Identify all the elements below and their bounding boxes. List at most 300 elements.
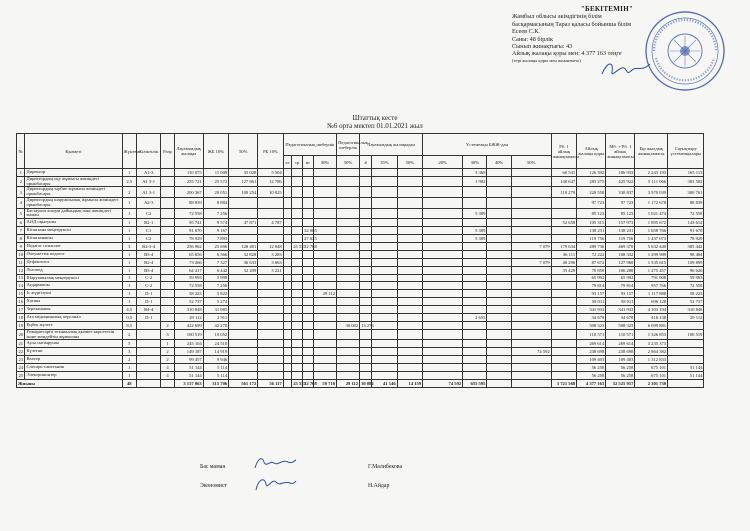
cell-value: 7 079: [511, 258, 551, 266]
cell-value: [511, 329, 551, 340]
cell-value: 36 633: [229, 258, 258, 266]
cell-value: [511, 176, 551, 187]
cell-value: [372, 169, 397, 177]
cell-name: Еңбек жүзеге: [25, 321, 122, 329]
cell-value: 20 051: [203, 187, 228, 198]
staff-schedule-table: [16, 133, 735, 388]
cell-value: [463, 250, 487, 258]
cell-value: [360, 208, 372, 219]
cell-value: 140 647: [551, 176, 576, 187]
cell-value: [463, 340, 487, 348]
cell-count: 1: [122, 208, 137, 219]
cell-level: С1: [137, 227, 161, 235]
cell-level: D-1: [137, 290, 161, 298]
cell-value: [463, 274, 487, 282]
cell-count: 1: [122, 235, 137, 243]
cell-value: [292, 306, 303, 314]
cell-value: 341 933: [577, 306, 606, 314]
cell-value: 12 768: [304, 380, 317, 386]
document-subtitle: №6 орта мектеп 01.01.2021 жыл: [327, 122, 423, 130]
cell-value: [397, 266, 422, 274]
cell-value: 5 632 440: [635, 242, 668, 250]
cell-value: [292, 235, 303, 243]
cell-value: 32 828: [229, 250, 258, 258]
cell-value: [337, 219, 360, 227]
cell-value: [314, 258, 337, 266]
cell-value: [337, 340, 360, 348]
cell-value: [229, 298, 258, 306]
cell-value: [511, 219, 551, 227]
cell-value: [511, 298, 551, 306]
cell-value: 119 756: [577, 235, 606, 243]
approval-line: Сынып жинақтығы: 43: [512, 43, 573, 51]
cell-value: [303, 274, 314, 282]
cell-value: 5 999: [203, 274, 228, 282]
cell-value: 269 614: [606, 340, 635, 348]
cell-level: С2: [137, 235, 161, 243]
cell-value: [423, 187, 463, 198]
cell-value: 1 658 766: [635, 227, 668, 235]
cell-value: 14 159: [397, 379, 422, 387]
cell-value: 119 756: [606, 235, 635, 243]
cell-value: [314, 298, 337, 306]
cell-value: 25 537: [293, 243, 306, 249]
cell-value: [292, 169, 303, 177]
cell-value: [397, 274, 422, 282]
cell-value: [463, 282, 487, 290]
cell-value: 74 592: [423, 379, 463, 387]
cell-value: [487, 306, 511, 314]
cell-value: 30 082: [361, 380, 374, 386]
cell-value: [161, 298, 174, 306]
cell-value: [423, 258, 463, 266]
cell-num: 20: [17, 329, 25, 340]
cell-value: [360, 282, 372, 290]
cell-value: [423, 364, 463, 372]
cell-level: А1-3: [137, 169, 161, 177]
header-name: Қызметі: [25, 134, 122, 169]
cell-value: [372, 321, 397, 329]
table-row: [17, 306, 735, 314]
header-p1: ЖБ 10%: [203, 134, 228, 169]
cell-value: [258, 282, 283, 290]
cell-value: [551, 227, 576, 235]
cell-value: [303, 258, 314, 266]
cell-level: D-1: [137, 313, 161, 321]
cell-value: [161, 169, 174, 177]
cell-value: 59 710: [314, 379, 337, 387]
cell-value: 1 437 073: [635, 235, 668, 243]
cell-value: [463, 364, 487, 372]
cell-value: [397, 198, 422, 209]
cell-value: 3 369: [463, 169, 487, 177]
cell-level: В2-1: [137, 219, 161, 227]
cell-value: [283, 282, 291, 290]
cell-value: [337, 227, 360, 235]
cell-value: 200 367: [174, 187, 203, 198]
header-count: Жүктеме: [122, 134, 137, 169]
cell-value: [258, 371, 283, 379]
cell-value: [551, 321, 576, 329]
cell-value: 52 737: [668, 298, 704, 306]
cell-value: 108 332: [606, 250, 635, 258]
table-row: [17, 208, 735, 219]
cell-value: 31 085: [203, 306, 228, 314]
cell-name: Кітапханашы: [25, 235, 122, 243]
cell-value: 91 670: [668, 227, 704, 235]
cell-value: [161, 235, 174, 243]
cell-value: [423, 227, 463, 235]
approval-title: "БЕКІТЕМІН": [580, 5, 634, 13]
cell-value: [161, 290, 174, 298]
cell-value: [337, 282, 360, 290]
cell-value: [463, 290, 487, 298]
cell-value: [161, 242, 174, 250]
cell-value: [423, 274, 463, 282]
table-row: [17, 235, 735, 243]
cell-value: [360, 274, 372, 282]
cell-value: [283, 371, 291, 379]
cell-num: 2: [17, 176, 25, 187]
cell-value: 179 634: [551, 242, 576, 250]
cell-value: [229, 227, 258, 235]
cell-value: [668, 340, 704, 348]
cell-count: 2: [122, 187, 137, 198]
cell-value: 315 706: [203, 379, 228, 387]
cell-value: [337, 176, 360, 187]
cell-value: 30 082: [337, 321, 360, 329]
cell-value: [303, 266, 314, 274]
cell-value: [360, 227, 372, 235]
cell-value: [423, 198, 463, 209]
cell-value: 5 309: [463, 208, 487, 219]
cell-value: [397, 176, 422, 187]
cell-value: [337, 235, 360, 243]
cell-value: [487, 219, 511, 227]
cell-value: 1 312 833: [635, 356, 668, 364]
cell-value: [487, 242, 511, 250]
cell-value: [283, 187, 291, 198]
cell-value: [292, 329, 303, 340]
cell-value: [258, 298, 283, 306]
cell-value: [668, 321, 704, 329]
cell-value: [337, 290, 360, 298]
cell-value: 105 315: [577, 219, 606, 227]
cell-value: [314, 176, 337, 187]
cell-value: [511, 250, 551, 258]
header-p11: 40%: [487, 156, 511, 169]
cell-value: [283, 266, 291, 274]
cell-level: [137, 321, 161, 329]
header-p5: 50%: [337, 156, 360, 169]
cell-value: [314, 208, 337, 219]
cell-value: [463, 371, 487, 379]
cell-value: [423, 290, 463, 298]
cell-level: А2-3: [137, 198, 161, 209]
cell-value: 269 614: [577, 340, 606, 348]
cell-value: [303, 198, 314, 209]
cell-count: 2: [122, 356, 137, 364]
cell-value: [303, 329, 314, 340]
cell-value: [161, 274, 174, 282]
cell-value: [337, 266, 360, 274]
cell-value: 58 223: [668, 290, 704, 298]
cell-value: [161, 198, 174, 209]
table-row: [17, 250, 735, 258]
cell-value: [372, 364, 397, 372]
header-p8: 50%: [397, 156, 422, 169]
cell-value: [372, 306, 397, 314]
cell-value: [258, 306, 283, 314]
cell-value: 72 222: [577, 250, 606, 258]
cell-num: 4: [17, 198, 25, 209]
cell-value: [161, 313, 174, 321]
cell-value: 1 172 678: [635, 198, 668, 209]
cell-value: [372, 198, 397, 209]
cell-value: 25 696: [203, 242, 228, 250]
cell-value: [487, 364, 511, 372]
cell-value: [551, 371, 576, 379]
cell-value: [423, 306, 463, 314]
cell-value: 72 558: [668, 208, 704, 219]
cell-value: [423, 219, 463, 227]
cell-value: 29 112: [337, 379, 360, 387]
cell-value: 98 484: [668, 250, 704, 258]
cell-value: 3 221: [258, 266, 283, 274]
cell-value: [511, 187, 551, 198]
cell-value: 3 157 063: [174, 379, 203, 387]
cell-value: 5 309: [463, 235, 487, 243]
cell-value: [551, 340, 576, 348]
cell-value: 56 258: [577, 364, 606, 372]
cell-value: [397, 306, 422, 314]
table-row: [17, 348, 735, 356]
cell-value: 106 288: [606, 266, 635, 274]
cell-value: [258, 364, 283, 372]
signature-icon: [252, 454, 298, 472]
cell-num: 15: [18, 291, 24, 297]
cell-value: [292, 340, 303, 348]
cell-name: Күзетші: [25, 348, 122, 356]
cell-value: [303, 169, 314, 177]
cell-value: [487, 187, 511, 198]
cell-value: [258, 274, 283, 282]
cell-num: 12: [18, 267, 24, 273]
cell-value: [423, 282, 463, 290]
header-g4: Үстемеақы БЖЖ-дан: [423, 134, 552, 156]
cell-value: [292, 282, 303, 290]
cell-value: [283, 219, 291, 227]
cell-value: [337, 356, 360, 364]
cell-value: [397, 298, 422, 306]
cell-value: [314, 169, 337, 177]
cell-value: [487, 266, 511, 274]
header-g3: Лауазымдық жалақыдан: [360, 134, 423, 156]
cell-count: 1: [122, 298, 137, 306]
cell-value: 58 223: [174, 290, 203, 298]
cell-value: [551, 348, 576, 356]
cell-value: [397, 235, 422, 243]
approval-line: Жамбыл облысы әкімдігінің білім: [512, 13, 602, 21]
cell-value: 341 933: [606, 306, 635, 314]
cell-value: 285 275: [577, 176, 606, 187]
cell-value: [463, 306, 487, 314]
cell-value: 7 079: [511, 242, 551, 250]
cell-level: В2-3-4: [137, 242, 161, 250]
cell-value: [551, 329, 576, 340]
cell-value: 25 572: [203, 176, 228, 187]
cell-num: 25: [18, 372, 24, 378]
cell-value: [283, 208, 291, 219]
cell-value: [292, 298, 303, 306]
header-p3: РБ 10%: [258, 134, 283, 169]
cell-value: [397, 329, 422, 340]
cell-value: [292, 313, 303, 321]
cell-value: [668, 348, 704, 356]
cell-value: [229, 356, 258, 364]
cell-value: [283, 298, 291, 306]
table-row: [17, 321, 735, 329]
cell-value: [337, 329, 360, 340]
cell-level: В3-4: [137, 266, 161, 274]
cell-value: [337, 348, 360, 356]
cell-value: [372, 340, 397, 348]
cell-value: 561 172: [229, 379, 258, 387]
cell-value: [303, 371, 314, 379]
cell-value: 93 157: [606, 290, 635, 298]
cell-num: 9: [17, 242, 25, 250]
cell-value: 91 670: [174, 227, 203, 235]
cell-value: 56 258: [606, 364, 635, 372]
cell-value: [423, 176, 463, 187]
cell-value: [337, 298, 360, 306]
cell-value: [423, 235, 463, 243]
cell-value: [303, 356, 314, 364]
cell-count: 2,5: [122, 176, 137, 187]
cell-value: [283, 176, 291, 187]
cell-value: [229, 340, 258, 348]
cell-value: [292, 258, 303, 266]
cell-value: [283, 340, 291, 348]
cell-value: [397, 187, 422, 198]
cell-value: [229, 321, 258, 329]
cell-value: 383 582: [668, 176, 704, 187]
cell-value: 25 537: [293, 380, 306, 386]
cell-value: [551, 298, 576, 306]
cell-value: [292, 208, 303, 219]
cell-value: [423, 266, 463, 274]
cell-value: [337, 274, 360, 282]
cell-value: [292, 356, 303, 364]
cell-value: 425 922: [606, 176, 635, 187]
cell-value: [161, 306, 174, 314]
cell-value: [372, 290, 397, 298]
cell-value: 508 323: [606, 321, 635, 329]
cell-value: [360, 348, 372, 356]
cell-value: [258, 235, 283, 243]
cell-value: [511, 290, 551, 298]
cell-count: 1: [122, 282, 137, 290]
cell-name: Іс жүргізуші: [25, 290, 122, 298]
cell-value: [423, 371, 463, 379]
cell-value: [372, 298, 397, 306]
cell-name: Педагог психолог: [25, 242, 122, 250]
cell-count: 1: [122, 169, 137, 177]
cell-count: 1: [122, 371, 137, 379]
cell-value: 385 442: [668, 242, 704, 250]
cell-value: [551, 282, 576, 290]
cell-value: [337, 371, 360, 379]
cell-value: [397, 371, 422, 379]
cell-value: [258, 290, 283, 298]
cell-value: [487, 227, 511, 235]
cell-value: 330 837: [606, 187, 635, 198]
cell-value: [303, 348, 314, 356]
cell-value: [314, 274, 337, 282]
cell-value: [511, 321, 551, 329]
cell-value: 696 128: [635, 298, 668, 306]
cell-name: Ғимараттарға техникалық қызмет көрсететін және жөндейтін жұмысшы: [25, 329, 122, 340]
cell-value: 79 814: [606, 282, 635, 290]
cell-name: Шаруашылық меңгерушісі: [25, 274, 122, 282]
cell-value: [372, 219, 397, 227]
cell-value: 65 992: [606, 274, 635, 282]
cell-value: 5 114: [203, 364, 228, 372]
cell-value: 2 911: [203, 313, 228, 321]
cell-value: [360, 219, 372, 227]
cell-value: [487, 313, 511, 321]
table-row: [17, 176, 735, 187]
cell-name: Логопед: [25, 266, 122, 274]
cell-value: [487, 348, 511, 356]
table-row: [17, 364, 735, 372]
cell-value: [337, 250, 360, 258]
cell-value: [258, 321, 283, 329]
cell-value: 2: [161, 356, 174, 364]
cell-value: [283, 379, 291, 387]
cell-value: [229, 364, 258, 372]
cell-value: [292, 364, 303, 372]
cell-value: 10 052: [203, 329, 228, 340]
cell-value: 2 864 382: [635, 348, 668, 356]
cell-value: 2 243 193: [635, 169, 668, 177]
cell-name: Аула сыпырушы: [25, 340, 122, 348]
cell-num: 22: [18, 349, 24, 355]
cell-value: [161, 187, 174, 198]
cell-name: Кітапхана меңгерушісі: [25, 227, 122, 235]
cell-value: 149 187: [174, 348, 203, 356]
cell-value: [511, 227, 551, 235]
cell-value: [303, 306, 314, 314]
cell-value: 9 574: [203, 219, 228, 227]
cell-value: 72 558: [174, 282, 203, 290]
cell-value: 957 766: [635, 282, 668, 290]
cell-value: [397, 169, 422, 177]
cell-value: [314, 250, 337, 258]
cell-value: 1 535 615: [635, 258, 668, 266]
cell-value: 109 403: [606, 356, 635, 364]
cell-value: [463, 321, 487, 329]
cell-value: 5 309: [463, 227, 487, 235]
cell-level: [137, 356, 161, 364]
cell-value: [487, 340, 511, 348]
cell-value: [487, 258, 511, 266]
cell-value: 79 814: [577, 282, 606, 290]
header-p7: 35%: [372, 156, 397, 169]
cell-value: [314, 306, 337, 314]
header-g9: Сауықтыру үстемеақылары: [668, 134, 704, 169]
cell-value: [511, 364, 551, 372]
